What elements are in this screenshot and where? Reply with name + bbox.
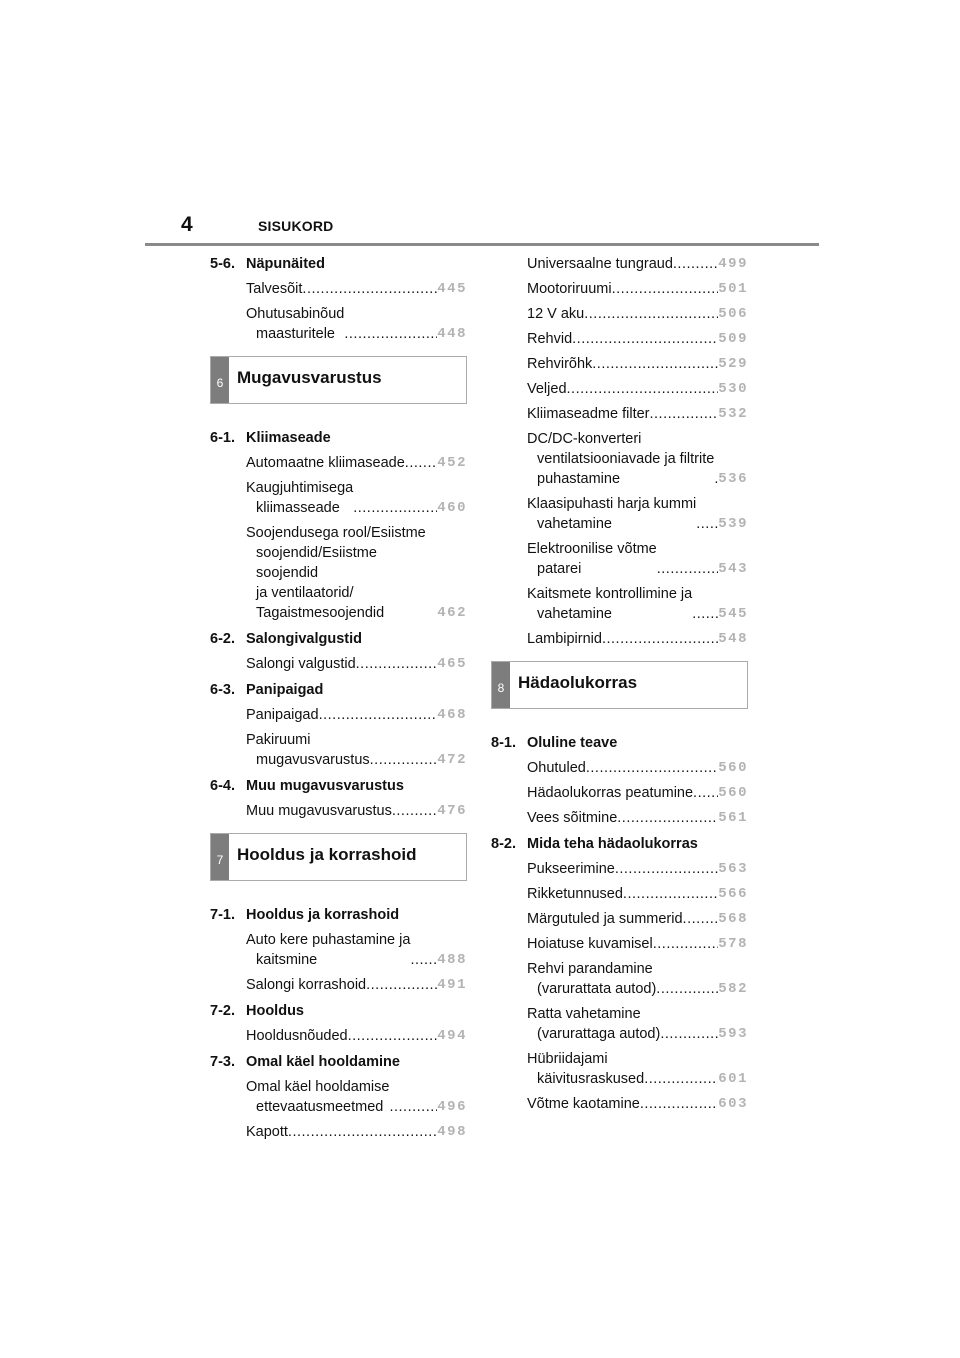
- entry-page: 536: [718, 471, 748, 487]
- entry-page: 578: [718, 936, 748, 952]
- toc-entry[interactable]: [210, 1026, 467, 1046]
- entry-page: 566: [718, 886, 748, 902]
- toc-entry[interactable]: [210, 654, 467, 674]
- section-heading[interactable]: [210, 1001, 467, 1021]
- entry-page: 601: [718, 1071, 748, 1087]
- entry-title: Ohutuled: [527, 760, 586, 776]
- toc-entry[interactable]: [210, 1077, 467, 1117]
- entry-page: 560: [718, 760, 748, 776]
- chapter-tab: 8: [492, 662, 510, 708]
- toc-column-right: [491, 254, 748, 1114]
- entry-page: 445: [437, 281, 467, 297]
- toc-entry[interactable]: [491, 494, 748, 534]
- chapter-box[interactable]: [491, 661, 748, 709]
- entry-page: 452: [437, 455, 467, 471]
- toc-entry[interactable]: [491, 1094, 748, 1114]
- section-title: Mida teha hädaolukorras: [527, 836, 698, 852]
- section-title: Salongivalgustid: [246, 631, 363, 647]
- entry-page: 472: [437, 752, 467, 768]
- entry-page: 476: [437, 803, 467, 819]
- dot-leader: [389, 1097, 437, 1117]
- section-title: Muu mugavusvarustus: [246, 778, 404, 794]
- toc-entry[interactable]: [491, 808, 748, 828]
- dot-leader: [567, 379, 719, 399]
- dot-leader: [660, 1024, 718, 1044]
- section-title: Kliimaseade: [246, 430, 331, 446]
- toc-entry[interactable]: [491, 934, 748, 954]
- entry-title: Võtme kaotamine: [527, 1096, 640, 1112]
- entry-page: 494: [437, 1028, 467, 1044]
- entry-page: 593: [718, 1026, 748, 1042]
- toc-entry[interactable]: [491, 539, 748, 579]
- entry-title: Salongi korrashoid: [246, 977, 367, 993]
- entry-page: 539: [718, 516, 748, 532]
- entry-title: Universaalne tungraud: [527, 256, 673, 272]
- entry-page: 603: [718, 1096, 748, 1112]
- entry-page: 582: [718, 981, 748, 997]
- toc-entry[interactable]: [491, 959, 748, 999]
- entry-page: 545: [718, 606, 748, 622]
- dot-leader: [353, 498, 437, 518]
- dot-leader: [370, 750, 438, 770]
- toc-entry[interactable]: [210, 304, 467, 344]
- toc-entry[interactable]: [210, 478, 467, 518]
- dot-leader: [657, 559, 719, 579]
- toc-entry[interactable]: [491, 329, 748, 349]
- dot-leader: [348, 1026, 438, 1046]
- section-title: Omal käel hooldamine: [246, 1054, 400, 1070]
- entry-title: Rikketunnused: [527, 886, 623, 902]
- entry-title: Kaugjuhtimisega kliimasseade: [246, 480, 354, 516]
- section-title: Hooldus ja korrashoid: [246, 907, 400, 923]
- entry-title: Lambipirnid: [527, 631, 602, 647]
- toc-entry[interactable]: [210, 1122, 467, 1142]
- section-heading[interactable]: [210, 905, 467, 925]
- toc-entry[interactable]: [210, 730, 467, 770]
- entry-page: 488: [437, 952, 467, 968]
- entry-title: Ratta vahetamine (varurattaga autod): [527, 1006, 661, 1042]
- toc-column-left: [210, 254, 467, 1142]
- toc-entry[interactable]: [491, 254, 748, 274]
- entry-page: 462: [437, 605, 467, 621]
- toc-entry[interactable]: [491, 404, 748, 424]
- toc-entry[interactable]: [491, 629, 748, 649]
- entry-title: Panipaigad: [246, 707, 319, 723]
- entry-title: Ohutusabinõud maasturitele: [246, 306, 345, 342]
- section-number: 8-2.: [491, 836, 516, 852]
- toc-entry[interactable]: [491, 1049, 748, 1089]
- entry-title: Märgutuled ja summerid: [527, 911, 683, 927]
- entry-title: Hoiatuse kuvamisel: [527, 936, 653, 952]
- dot-leader: [405, 453, 437, 473]
- dot-leader: [640, 1094, 718, 1114]
- entry-title: DC/DC-konverteri ventilatsiooniavade ja filtrite puhastamine: [527, 431, 715, 487]
- entry-page: 460: [437, 500, 467, 516]
- chapter-title: Hooldus ja korrashoid: [237, 845, 417, 864]
- entry-page: 529: [718, 356, 748, 372]
- entry-page: 548: [718, 631, 748, 647]
- entry-title: Rehvirõhk: [527, 356, 593, 372]
- dot-leader: [692, 604, 718, 624]
- section-heading[interactable]: [210, 254, 467, 274]
- entry-title: Kapott: [246, 1124, 288, 1140]
- section-number: 6-2.: [210, 631, 235, 647]
- section-title: Näpunäited: [246, 256, 325, 272]
- dot-leader: [366, 975, 437, 995]
- entry-page: 501: [718, 281, 748, 297]
- toc-entry[interactable]: [491, 304, 748, 324]
- dot-leader: [617, 808, 718, 828]
- dot-leader: [623, 884, 718, 904]
- toc-entry[interactable]: [491, 884, 748, 904]
- entry-page: 543: [718, 561, 748, 577]
- entry-page: 491: [437, 977, 467, 993]
- entry-page: 496: [437, 1099, 467, 1115]
- entry-title: Kaitsmete kontrollimine ja vahetamine: [527, 586, 693, 622]
- dot-leader: [693, 783, 718, 803]
- entry-title: Rehvid: [527, 331, 573, 347]
- entry-title: Talvesõit: [246, 281, 303, 297]
- entry-title: Veljed: [527, 381, 567, 397]
- toc-entry[interactable]: [210, 279, 467, 299]
- toc-entry[interactable]: [491, 429, 748, 489]
- section-number: 7-2.: [210, 1003, 235, 1019]
- header-rule: [145, 243, 819, 246]
- dot-leader: [410, 950, 437, 970]
- page-title: SISUKORD: [258, 218, 334, 234]
- section-number: 7-1.: [210, 907, 235, 923]
- toc-entry[interactable]: [491, 758, 748, 778]
- entry-title: Hübriidajami käivitusraskused: [527, 1051, 645, 1087]
- chapter-box[interactable]: [210, 356, 467, 404]
- section-title: Oluline teave: [527, 735, 618, 751]
- chapter-tab: 6: [211, 357, 229, 403]
- section-heading[interactable]: [210, 629, 467, 649]
- entry-title: 12 V aku: [527, 306, 585, 322]
- section-title: Panipaigad: [246, 682, 324, 698]
- section-number: 6-3.: [210, 682, 235, 698]
- entry-title: Kliimaseadme filter: [527, 406, 650, 422]
- entry-title: Elektroonilise võtme patarei: [527, 541, 657, 577]
- section-heading[interactable]: [210, 680, 467, 700]
- entry-title: Soojendusega rool/Esiistme soojendid/Esiistme soojendid ja ventilaatorid/ Tagaistmesoojendid: [246, 525, 426, 621]
- chapter-title: Mugavusvarustus: [237, 368, 382, 387]
- dot-leader: [696, 514, 718, 534]
- dot-leader: [319, 705, 438, 725]
- entry-page: 499: [718, 256, 748, 272]
- dot-leader: [592, 354, 718, 374]
- page-number: 4: [181, 213, 193, 236]
- entry-page: 561: [718, 810, 748, 826]
- chapter-box[interactable]: [210, 833, 467, 881]
- entry-page: 532: [718, 406, 748, 422]
- section-heading[interactable]: [491, 834, 748, 854]
- entry-page: 568: [718, 911, 748, 927]
- entry-title: Klaasipuhasti harja kummi vahetamine: [527, 496, 697, 532]
- entry-page: 465: [437, 656, 467, 672]
- entry-page: 530: [718, 381, 748, 397]
- toc-entry[interactable]: [210, 523, 467, 623]
- toc-entry[interactable]: [491, 584, 748, 624]
- entry-title: Omal käel hooldamise ettevaatusmeetmed: [246, 1079, 390, 1115]
- toc-entry[interactable]: [210, 975, 467, 995]
- section-heading[interactable]: [210, 428, 467, 448]
- section-heading[interactable]: [210, 776, 467, 796]
- dot-leader: [653, 934, 719, 954]
- toc-entry[interactable]: [491, 1004, 748, 1044]
- toc-entry[interactable]: [491, 379, 748, 399]
- dot-leader: [673, 254, 718, 274]
- entry-title: Pakiruumi mugavusvarustus: [246, 732, 370, 768]
- entry-page: 468: [437, 707, 467, 723]
- toc-entry[interactable]: [491, 859, 748, 879]
- entry-page: 448: [437, 326, 467, 342]
- toc-entry[interactable]: [491, 354, 748, 374]
- dot-leader: [615, 859, 718, 879]
- dot-leader: [584, 304, 718, 324]
- section-number: 6-1.: [210, 430, 235, 446]
- dot-leader: [650, 404, 719, 424]
- dot-leader: [612, 279, 719, 299]
- toc-entry[interactable]: [210, 801, 467, 821]
- toc-entry[interactable]: [491, 909, 748, 929]
- entry-page: 498: [437, 1124, 467, 1140]
- dot-leader: [656, 979, 718, 999]
- entry-page: 506: [718, 306, 748, 322]
- entry-title: Automaatne kliimaseade: [246, 455, 405, 471]
- chapter-tab: 7: [211, 834, 229, 880]
- dot-leader: [302, 279, 437, 299]
- section-number: 8-1.: [491, 735, 516, 751]
- entry-title: Rehvi parandamine (varurattata autod): [527, 961, 657, 997]
- section-number: 6-4.: [210, 778, 235, 794]
- dot-leader: [602, 629, 718, 649]
- section-heading[interactable]: [491, 733, 748, 753]
- dot-leader: [572, 329, 718, 349]
- entry-title: Auto kere puhastamine ja kaitsmine: [246, 932, 411, 968]
- entry-title: Pukseerimine: [527, 861, 615, 877]
- section-number: 7-3.: [210, 1054, 235, 1070]
- dot-leader: [683, 909, 719, 929]
- toc-entry[interactable]: [491, 279, 748, 299]
- entry-page: 509: [718, 331, 748, 347]
- dot-leader: [392, 801, 437, 821]
- toc-entry[interactable]: [210, 453, 467, 473]
- chapter-title: Hädaolukorras: [518, 673, 638, 692]
- section-number: 5-6.: [210, 256, 235, 272]
- entry-page: 563: [718, 861, 748, 877]
- entry-page: 560: [718, 785, 748, 801]
- section-heading[interactable]: [210, 1052, 467, 1072]
- entry-title: Salongi valgustid: [246, 656, 356, 672]
- dot-leader: [344, 324, 437, 344]
- dot-leader: [586, 758, 718, 778]
- dot-leader: [644, 1069, 718, 1089]
- toc-entry[interactable]: [210, 930, 467, 970]
- toc-entry[interactable]: [210, 705, 467, 725]
- section-title: Hooldus: [246, 1003, 304, 1019]
- dot-leader: [288, 1122, 437, 1142]
- entry-title: Hädaolukorras peatumine: [527, 785, 694, 801]
- entry-title: Hooldusnõuded: [246, 1028, 348, 1044]
- toc-entry[interactable]: [491, 783, 748, 803]
- entry-title: Vees sõitmine: [527, 810, 618, 826]
- entry-title: Mootoriruumi: [527, 281, 612, 297]
- dot-leader: [356, 654, 438, 674]
- entry-title: Muu mugavusvarustus: [246, 803, 392, 819]
